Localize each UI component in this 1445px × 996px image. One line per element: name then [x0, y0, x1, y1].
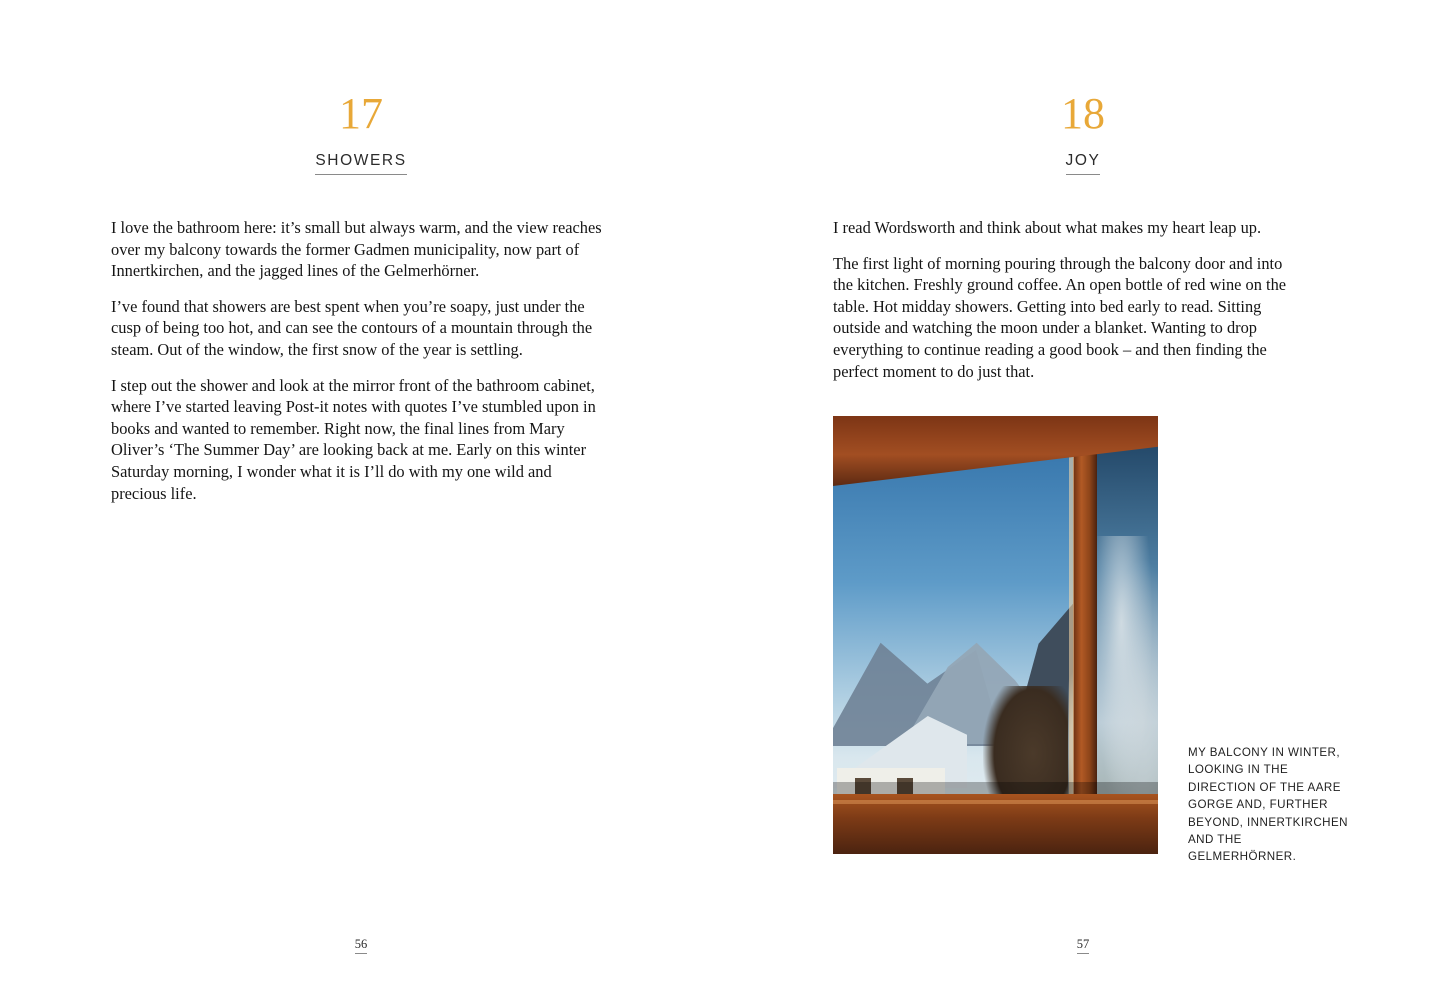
right-page — [722, 0, 1444, 996]
chapter-number: 18 — [1061, 89, 1105, 138]
figure-balcony-photo — [833, 416, 1158, 854]
chapter-title: JOY — [1066, 152, 1101, 175]
page-number-value: 56 — [355, 937, 368, 954]
paragraph: I read Wordsworth and think about what makes my heart leap up. — [833, 218, 1262, 237]
chapter-heading-right — [833, 0, 1333, 175]
paragraph: I love the bathroom here: it’s small but always warm, and the view reaches over my balcony towards the former Gadmen municipality, now part of Innertkirchen, and the jagged lines of the Gelmerhörner. — [111, 218, 602, 281]
page-number-right — [722, 937, 1444, 952]
photo-image — [833, 416, 1158, 854]
sill-shadow — [833, 782, 1158, 794]
chapter-heading-left — [111, 0, 611, 175]
chapter-number: 17 — [339, 89, 383, 138]
chapter-title: SHOWERS — [315, 152, 406, 175]
body-text-left — [111, 217, 611, 504]
wooden-sill — [833, 794, 1158, 854]
left-page — [0, 0, 722, 996]
paragraph: The first light of morning pouring through the balcony door and into the kitchen. Freshly ground coffee. An open bottle of red wine on the table. Hot midday showers. Getting into bed early to read. Sitting outside and watching the moon under a blanket. Wanting to drop everything to continue reading a good book – and then finding the perfect moment to do just that. — [833, 253, 1287, 381]
body-text-right — [833, 217, 1333, 382]
paragraph: I step out the shower and look at the mirror front of the bathroom cabinet, where I’ve started leaving Post-it notes with quotes I’ve stumbled upon in books and wanted to remember. Right now, the final lines from Mary Oliver’s ‘The Summer Day’ are looking back at me. Early on this winter Saturday morning, I wonder what it is I’ll do with my one wild and precious life. — [111, 375, 596, 503]
page-number-value: 57 — [1077, 937, 1090, 954]
page-number-left — [0, 937, 722, 952]
figure-caption: MY BALCONY IN WINTER, LOOKING IN THE DIRECTION OF THE AARE GORGE AND, FURTHER BEYOND, INNERTKIRCHEN AND THE GELMERHÖRNER. — [1188, 746, 1348, 864]
paragraph: I’ve found that showers are best spent when you’re soapy, just under the cusp of being too hot, and can see the contours of a mountain through the steam. Out of the window, the first snow of the year is settling. — [111, 296, 593, 359]
